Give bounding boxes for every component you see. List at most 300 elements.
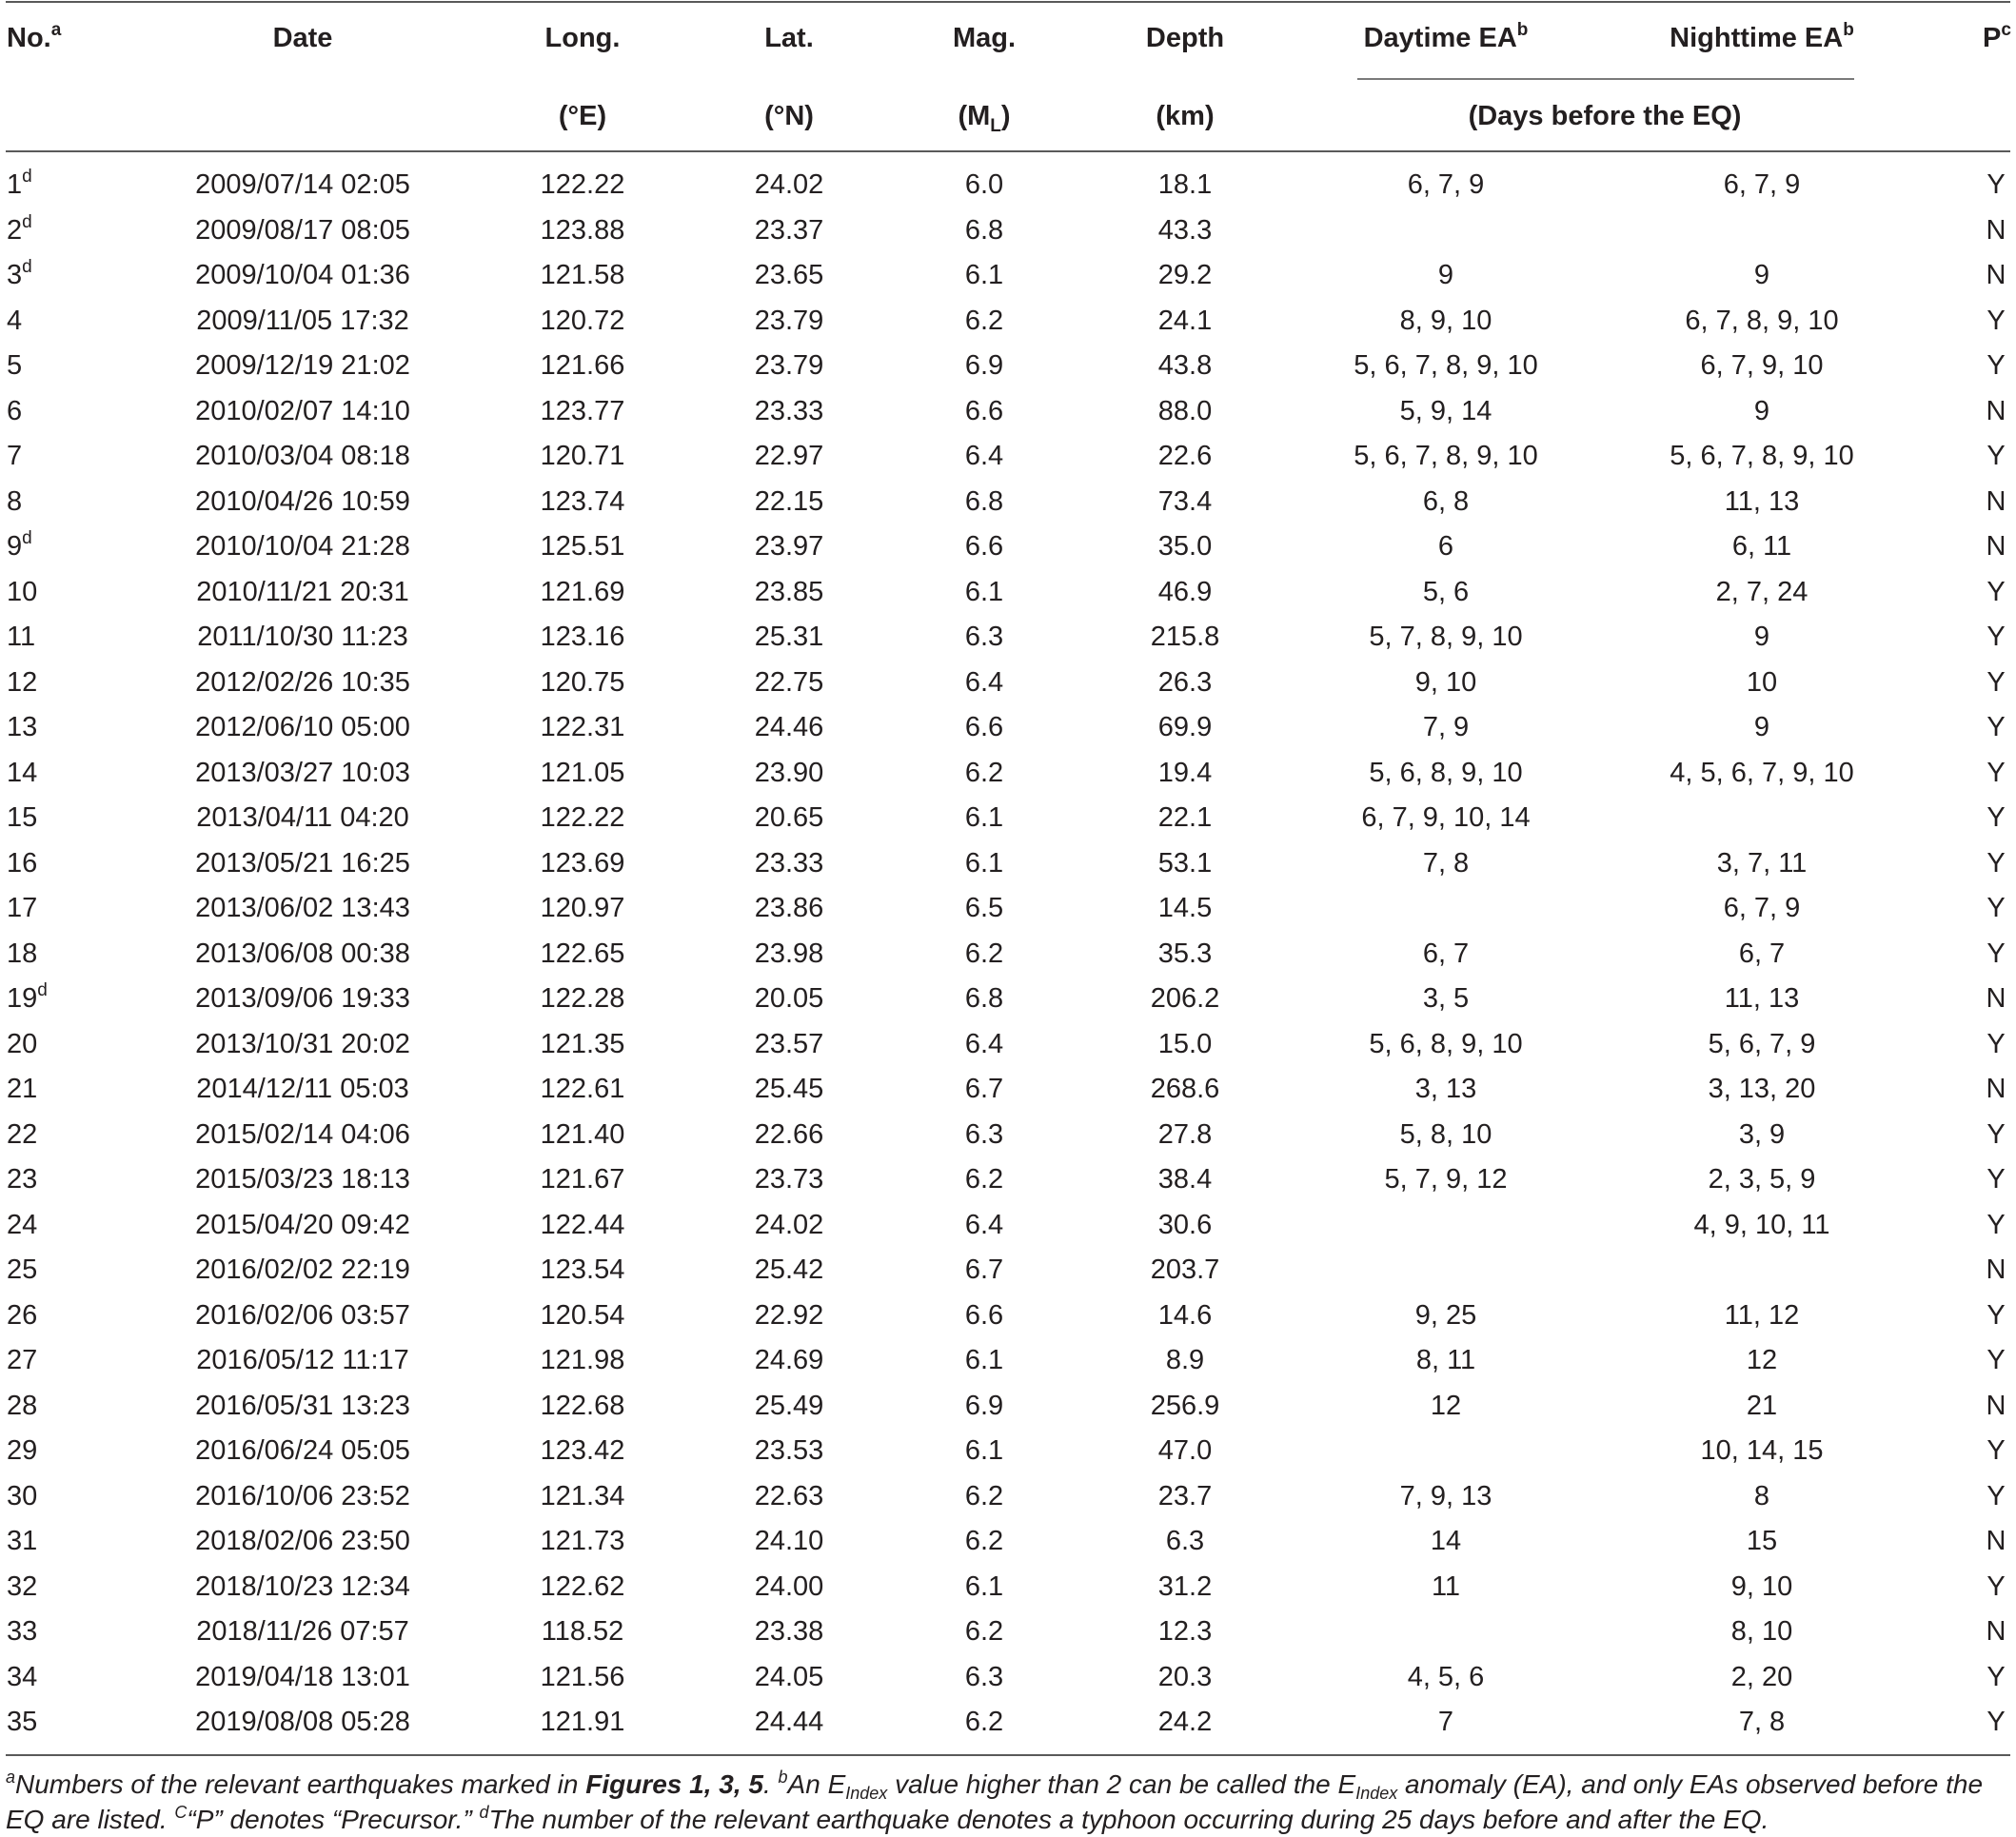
cell-daytime-ea: 5, 6, 8, 9, 10 (1369, 1028, 1523, 1059)
cell-depth: 69.9 (1157, 712, 1213, 742)
footnote-line-1: $^a$Numbers of the relevant earthquakes marked in Figures 1, 3, 5. $^b$An $E_{Index}$ value higher than 2 can be called the $E_{Index}$ anomaly (EA), and only EAs observed before the (6, 1768, 1984, 1803)
cell-long: 122.22 (540, 802, 625, 833)
cell-precursor: Y (1986, 1480, 2006, 1511)
table-row (0, 886, 2016, 932)
cell-mag: 6.2 (964, 1707, 1004, 1737)
cell-nighttime-ea: 5, 6, 7, 9 (1708, 1028, 1816, 1059)
cell-precursor: Y (1986, 305, 2006, 336)
cell-nighttime-ea: 3, 13, 20 (1708, 1074, 1816, 1104)
cell-depth: 24.2 (1157, 1707, 1213, 1737)
cell-mag: 6.6 (964, 395, 1004, 426)
cell-depth: 19.4 (1157, 757, 1213, 788)
cell-nighttime-ea: 9 (1753, 622, 1770, 652)
cell-lat: 25.31 (754, 622, 824, 652)
typhoon-mark: d (22, 528, 32, 548)
header-no: No.$^a$ (7, 20, 62, 53)
table-row (0, 163, 2016, 208)
cell-long: 122.28 (540, 983, 625, 1014)
table-row (0, 1519, 2016, 1565)
table-row (0, 796, 2016, 841)
cell-long: 120.97 (540, 893, 625, 923)
cell-depth: 14.6 (1157, 1299, 1213, 1331)
cell-long: 120.54 (540, 1299, 625, 1331)
cell-depth: 46.9 (1157, 576, 1213, 607)
cell-lat: 24.00 (754, 1570, 824, 1602)
cell-precursor: N (1986, 260, 2006, 290)
cell-daytime-ea: 5, 8, 10 (1399, 1118, 1492, 1150)
header-long: Long. (544, 23, 621, 53)
cell-mag: 6.1 (964, 847, 1004, 879)
table-row (0, 389, 2016, 435)
cell-no: 28 (7, 1390, 38, 1421)
cell-nighttime-ea: 6, 7, 8, 9, 10 (1685, 305, 1839, 336)
cell-precursor: Y (1986, 1345, 2006, 1375)
table-row (0, 1067, 2016, 1113)
cell-depth: 53.1 (1157, 847, 1213, 879)
cell-precursor: N (1986, 983, 2006, 1014)
cell-lat: 23.37 (754, 214, 824, 246)
cell-depth: 26.3 (1157, 666, 1213, 698)
cell-no: 5 (7, 350, 23, 381)
cell-depth: 15.0 (1157, 1028, 1213, 1059)
cell-no: 4 (7, 305, 23, 336)
cell-depth: 35.3 (1157, 938, 1213, 969)
cell-long: 121.66 (540, 350, 625, 381)
cell-precursor: Y (1986, 893, 2006, 923)
cell-daytime-ea: 9 (1437, 260, 1454, 290)
cell-date: 2009/11/05 17:32 (196, 305, 409, 336)
table-row (0, 615, 2016, 661)
cell-date: 2013/06/02 13:43 (195, 893, 410, 923)
cell-lat: 23.33 (754, 395, 824, 426)
cell-daytime-ea: 6, 7 (1422, 938, 1470, 969)
cell-no: 16 (7, 847, 38, 879)
table-body (0, 163, 2016, 1746)
table-row (0, 570, 2016, 616)
cell-no: 21 (7, 1074, 38, 1104)
cell-precursor: Y (1986, 666, 2006, 698)
cell-precursor: N (1986, 1616, 2006, 1647)
cell-daytime-ea: 7, 9, 13 (1399, 1480, 1492, 1511)
cell-precursor: N (1986, 531, 2006, 562)
cell-no: 24 (7, 1209, 38, 1240)
header-mag: Mag. (952, 23, 1017, 53)
cell-lat: 23.65 (754, 260, 824, 290)
table-row (0, 1338, 2016, 1384)
cell-depth: 47.0 (1157, 1435, 1213, 1466)
cell-precursor: Y (1986, 847, 2006, 879)
cell-nighttime-ea: 9 (1753, 395, 1770, 426)
cell-mag: 6.1 (964, 802, 1004, 833)
table-bottom-rule (6, 1754, 2010, 1756)
table-row (0, 1113, 2016, 1158)
cell-precursor: Y (1986, 1164, 2006, 1195)
cell-mag: 6.1 (964, 260, 1004, 290)
cell-daytime-ea: 3, 13 (1414, 1074, 1477, 1104)
cell-long: 121.35 (540, 1028, 625, 1059)
cell-nighttime-ea: 11, 13 (1724, 983, 1800, 1014)
cell-lat: 23.79 (754, 350, 824, 381)
cell-long: 120.71 (540, 441, 625, 471)
table-footnotes (6, 1767, 2010, 1837)
cell-date: 2009/12/19 21:02 (195, 350, 410, 381)
cell-nighttime-ea: 4, 5, 6, 7, 9, 10 (1670, 757, 1854, 788)
cell-precursor: Y (1986, 169, 2006, 200)
cell-depth: 203.7 (1150, 1254, 1220, 1285)
header-daytime-ea: Daytime $EA^b$ (1363, 20, 1529, 53)
cell-long: 125.51 (540, 531, 625, 562)
cell-long: 123.42 (540, 1435, 625, 1466)
cell-depth: 256.9 (1150, 1390, 1220, 1421)
table-row (0, 977, 2016, 1022)
cell-date: 2010/03/04 08:18 (195, 441, 410, 471)
cell-date: 2016/05/31 13:23 (195, 1390, 410, 1421)
cell-lat: 23.85 (754, 576, 824, 607)
cell-long: 118.52 (541, 1616, 624, 1647)
cell-lat: 22.63 (754, 1480, 824, 1511)
cell-lat: 25.49 (754, 1390, 824, 1421)
cell-long: 122.31 (540, 712, 625, 742)
cell-daytime-ea: 8, 9, 10 (1399, 305, 1492, 336)
cell-precursor: N (1986, 1074, 2006, 1104)
cell-daytime-ea: 5, 6, 7, 8, 9, 10 (1354, 441, 1538, 471)
cell-daytime-ea: 7, 8 (1422, 847, 1470, 879)
cell-mag: 6.9 (964, 350, 1004, 381)
cell-long: 122.22 (540, 169, 625, 200)
cell-nighttime-ea: 10 (1746, 666, 1778, 698)
header-depth-unit: (km) (1156, 101, 1215, 131)
cell-daytime-ea: 12 (1430, 1390, 1462, 1421)
cell-no: 8 (7, 485, 23, 517)
cell-no: 1$^d$ (7, 167, 32, 200)
cell-precursor: Y (1986, 938, 2006, 969)
cell-mag: 6.2 (964, 1480, 1004, 1511)
table-row (0, 1248, 2016, 1294)
table-row (0, 1294, 2016, 1339)
cell-daytime-ea: 6 (1437, 531, 1454, 562)
cell-precursor: Y (1986, 1661, 2006, 1692)
cell-no: 34 (7, 1661, 38, 1692)
cell-date: 2010/02/07 14:10 (195, 395, 410, 426)
cell-depth: 8.9 (1165, 1345, 1205, 1375)
cell-nighttime-ea: 9 (1753, 260, 1770, 290)
cell-lat: 24.05 (754, 1661, 824, 1692)
cell-depth: 30.6 (1157, 1209, 1213, 1240)
cell-nighttime-ea: 8, 10 (1730, 1616, 1793, 1647)
table-row (0, 1565, 2016, 1610)
cell-lat: 25.42 (754, 1254, 824, 1285)
cell-nighttime-ea: 4, 9, 10, 11 (1693, 1209, 1830, 1240)
cell-no: 22 (7, 1118, 38, 1150)
cell-precursor: N (1986, 1254, 2006, 1285)
cell-date: 2013/06/08 00:38 (195, 938, 410, 969)
cell-mag: 6.0 (964, 169, 1004, 200)
header-lat: Lat. (764, 23, 814, 53)
cell-precursor: Y (1986, 1028, 2006, 1059)
cell-nighttime-ea: 3, 9 (1738, 1118, 1786, 1150)
cell-mag: 6.2 (964, 1526, 1004, 1556)
cell-precursor: Y (1986, 757, 2006, 788)
cell-long: 121.91 (540, 1707, 625, 1737)
cell-nighttime-ea: 2, 7, 24 (1715, 576, 1808, 607)
cell-precursor: Y (1986, 576, 2006, 607)
cell-mag: 6.2 (964, 1164, 1004, 1195)
table-row (0, 1157, 2016, 1203)
typhoon-mark: d (22, 167, 32, 187)
cell-long: 122.65 (540, 938, 625, 969)
cell-precursor: N (1986, 1526, 2006, 1556)
cell-precursor: N (1986, 1390, 2006, 1421)
table-row (0, 705, 2016, 751)
cell-daytime-ea: 14 (1430, 1526, 1462, 1556)
cell-long: 121.98 (540, 1345, 625, 1375)
cell-date: 2019/08/08 05:28 (195, 1707, 410, 1737)
cell-no: 10 (7, 576, 38, 607)
cell-nighttime-ea: 6, 11 (1731, 531, 1792, 562)
cell-mag: 6.7 (964, 1074, 1004, 1104)
table-row (0, 1610, 2016, 1655)
cell-daytime-ea: 5, 7, 8, 9, 10 (1369, 622, 1523, 652)
cell-date: 2010/10/04 21:28 (195, 531, 410, 562)
table-row (0, 253, 2016, 299)
cell-date: 2016/10/06 23:52 (195, 1480, 410, 1511)
cell-no: 29 (7, 1435, 38, 1466)
cell-date: 2013/03/27 10:03 (195, 757, 410, 788)
cell-nighttime-ea: 9, 10 (1730, 1570, 1793, 1602)
cell-precursor: N (1986, 214, 2006, 246)
cell-precursor: N (1986, 485, 2006, 517)
cell-mag: 6.2 (964, 938, 1004, 969)
cell-mag: 6.9 (964, 1390, 1004, 1421)
cell-lat: 22.15 (754, 485, 824, 517)
cell-date: 2018/02/06 23:50 (195, 1526, 410, 1556)
header-ea-unit: (Days before the EQ) (1468, 101, 1742, 131)
cell-daytime-ea: 9, 10 (1414, 666, 1477, 698)
table-row (0, 344, 2016, 389)
cell-depth: 6.3 (1165, 1526, 1205, 1556)
cell-depth: 43.3 (1157, 214, 1213, 246)
cell-long: 121.05 (540, 757, 625, 788)
cell-long: 122.44 (540, 1209, 625, 1240)
cell-lat: 24.02 (754, 169, 824, 200)
cell-long: 123.16 (540, 622, 625, 652)
cell-mag: 6.3 (964, 1118, 1004, 1150)
cell-date: 2009/10/04 01:36 (195, 260, 410, 290)
cell-depth: 27.8 (1157, 1118, 1213, 1150)
cell-lat: 23.73 (754, 1164, 824, 1195)
cell-mag: 6.6 (964, 531, 1004, 562)
cell-precursor: Y (1986, 1299, 2006, 1331)
cell-precursor: Y (1986, 1209, 2006, 1240)
table-row (0, 661, 2016, 706)
cell-no: 2$^d$ (7, 211, 32, 246)
cell-date: 2009/07/14 02:05 (195, 169, 410, 200)
cell-lat: 23.86 (754, 893, 824, 923)
cell-lat: 25.45 (754, 1074, 824, 1104)
cell-precursor: Y (1986, 802, 2006, 833)
cell-long: 120.72 (540, 305, 625, 336)
cell-mag: 6.4 (964, 1028, 1004, 1059)
typhoon-mark: d (37, 980, 48, 1000)
cell-precursor: Y (1986, 1707, 2006, 1737)
cell-long: 121.58 (540, 260, 625, 290)
cell-depth: 88.0 (1157, 395, 1213, 426)
cell-no: 20 (7, 1028, 38, 1059)
cell-mag: 6.1 (964, 576, 1004, 607)
cell-date: 2012/02/26 10:35 (195, 666, 410, 698)
table-row (0, 1022, 2016, 1068)
cell-lat: 22.97 (754, 441, 824, 471)
cell-mag: 6.7 (964, 1254, 1004, 1285)
cell-depth: 14.5 (1157, 893, 1213, 923)
header-long-unit: (°E) (558, 101, 607, 131)
cell-depth: 268.6 (1150, 1074, 1220, 1104)
cell-long: 123.88 (540, 214, 625, 246)
cell-depth: 206.2 (1150, 983, 1220, 1014)
cell-no: 6 (7, 395, 23, 426)
header-depth: Depth (1145, 23, 1225, 53)
cell-lat: 20.05 (754, 983, 824, 1014)
cell-mag: 6.8 (964, 983, 1004, 1014)
cell-daytime-ea: 3, 5 (1422, 983, 1470, 1014)
table-row (0, 751, 2016, 797)
cell-mag: 6.1 (964, 1345, 1004, 1375)
cell-precursor: Y (1986, 1118, 2006, 1150)
cell-lat: 22.66 (754, 1118, 824, 1150)
table-row (0, 1384, 2016, 1430)
cell-long: 121.56 (540, 1661, 625, 1692)
cell-daytime-ea: 5, 9, 14 (1399, 395, 1492, 426)
cell-depth: 20.3 (1157, 1661, 1213, 1692)
cell-depth: 215.8 (1150, 622, 1220, 652)
header-lat-unit: (°N) (764, 101, 814, 131)
cell-date: 2010/04/26 10:59 (195, 485, 410, 517)
cell-no: 35 (7, 1707, 38, 1737)
cell-no: 33 (7, 1616, 38, 1647)
cell-lat: 24.46 (754, 712, 824, 742)
cell-lat: 24.10 (754, 1526, 824, 1556)
cell-depth: 73.4 (1157, 485, 1213, 517)
cell-nighttime-ea: 11, 13 (1724, 485, 1800, 517)
cell-long: 122.68 (540, 1390, 625, 1421)
table-row (0, 841, 2016, 887)
cell-lat: 23.97 (754, 531, 824, 562)
cell-long: 121.73 (540, 1526, 625, 1556)
cell-daytime-ea: 5, 6, 7, 8, 9, 10 (1354, 350, 1538, 381)
cell-mag: 6.3 (964, 1661, 1004, 1692)
cell-date: 2019/04/18 13:01 (195, 1661, 410, 1692)
cell-mag: 6.6 (964, 1299, 1004, 1331)
table-row (0, 299, 2016, 345)
cell-depth: 31.2 (1157, 1570, 1213, 1602)
cell-precursor: Y (1986, 712, 2006, 742)
cell-no: 11 (7, 622, 36, 652)
cell-daytime-ea: 6, 8 (1422, 485, 1470, 517)
footnote-line-2: EQ are listed. $^C$“P” denotes “Precursor.” $^d$The number of the relevant earthquake denotes a typhoon occurring during 25 days before and after the EQ. (6, 1803, 1769, 1834)
header-date: Date (272, 23, 333, 53)
cell-mag: 6.1 (964, 1435, 1004, 1466)
cell-depth: 12.3 (1157, 1616, 1213, 1647)
cell-mag: 6.8 (964, 214, 1004, 246)
cell-lat: 23.79 (754, 305, 824, 336)
cell-date: 2012/06/10 05:00 (195, 712, 410, 742)
cell-precursor: Y (1986, 622, 2006, 652)
cell-no: 25 (7, 1254, 38, 1285)
cell-no: 27 (7, 1345, 38, 1375)
cell-daytime-ea: 7, 9 (1422, 712, 1470, 742)
cell-nighttime-ea: 12 (1746, 1345, 1778, 1375)
table-row (0, 1203, 2016, 1249)
cell-no: 32 (7, 1570, 38, 1602)
table-top-rule (6, 1, 2010, 3)
cell-daytime-ea: 11 (1431, 1570, 1461, 1602)
cell-precursor: Y (1986, 441, 2006, 471)
cell-nighttime-ea: 9 (1753, 712, 1770, 742)
cell-date: 2014/12/11 05:03 (196, 1074, 409, 1104)
typhoon-mark: d (22, 211, 32, 232)
cell-lat: 23.38 (754, 1616, 824, 1647)
cell-nighttime-ea: 5, 6, 7, 8, 9, 10 (1670, 441, 1854, 471)
cell-long: 121.69 (540, 576, 625, 607)
cell-mag: 6.6 (964, 712, 1004, 742)
cell-nighttime-ea: 6, 7, 9 (1723, 169, 1801, 200)
cell-lat: 23.33 (754, 847, 824, 879)
cell-date: 2018/11/26 07:57 (196, 1616, 409, 1647)
cell-depth: 35.0 (1157, 531, 1213, 562)
cell-lat: 24.02 (754, 1209, 824, 1240)
cell-long: 121.67 (540, 1164, 625, 1195)
cell-mag: 6.2 (964, 757, 1004, 788)
cell-date: 2016/02/02 22:19 (195, 1254, 410, 1285)
header-nighttime-ea: Nighttime $EA^b$ (1670, 20, 1854, 53)
cell-long: 123.54 (540, 1254, 625, 1285)
cell-date: 2016/05/12 11:17 (196, 1345, 409, 1375)
cell-nighttime-ea: 6, 7, 9 (1723, 893, 1801, 923)
cell-date: 2013/09/06 19:33 (195, 983, 410, 1014)
cell-depth: 38.4 (1157, 1164, 1213, 1195)
table-row (0, 1474, 2016, 1520)
table-row (0, 1700, 2016, 1746)
cell-no: 14 (7, 757, 38, 788)
cell-lat: 24.69 (754, 1345, 824, 1375)
cell-no: 18 (7, 938, 38, 969)
cell-lat: 23.53 (754, 1435, 824, 1466)
cell-date: 2015/03/23 18:13 (195, 1164, 410, 1195)
cell-mag: 6.2 (964, 305, 1004, 336)
cell-nighttime-ea: 2, 3, 5, 9 (1708, 1164, 1816, 1195)
cell-no: 15 (7, 802, 38, 833)
cell-depth: 22.1 (1157, 802, 1213, 833)
cell-depth: 18.1 (1157, 169, 1213, 200)
cell-no: 26 (7, 1299, 38, 1331)
ea-group-rule (1357, 78, 1854, 80)
cell-no: 3$^d$ (7, 257, 32, 290)
cell-date: 2013/04/11 04:20 (196, 802, 409, 833)
cell-nighttime-ea: 11, 12 (1724, 1299, 1800, 1331)
cell-long: 120.75 (540, 666, 625, 698)
cell-nighttime-ea: 6, 7 (1738, 938, 1786, 969)
cell-no: 19$^d$ (7, 980, 48, 1014)
cell-long: 123.77 (540, 395, 625, 426)
cell-long: 121.40 (540, 1118, 625, 1150)
cell-nighttime-ea: 10, 14, 15 (1700, 1435, 1824, 1466)
table-row (0, 434, 2016, 480)
cell-mag: 6.8 (964, 485, 1004, 517)
cell-daytime-ea: 5, 6 (1422, 576, 1470, 607)
cell-nighttime-ea: 6, 7, 9, 10 (1700, 350, 1824, 381)
cell-no: 31 (7, 1526, 38, 1556)
cell-no: 17 (7, 893, 38, 923)
